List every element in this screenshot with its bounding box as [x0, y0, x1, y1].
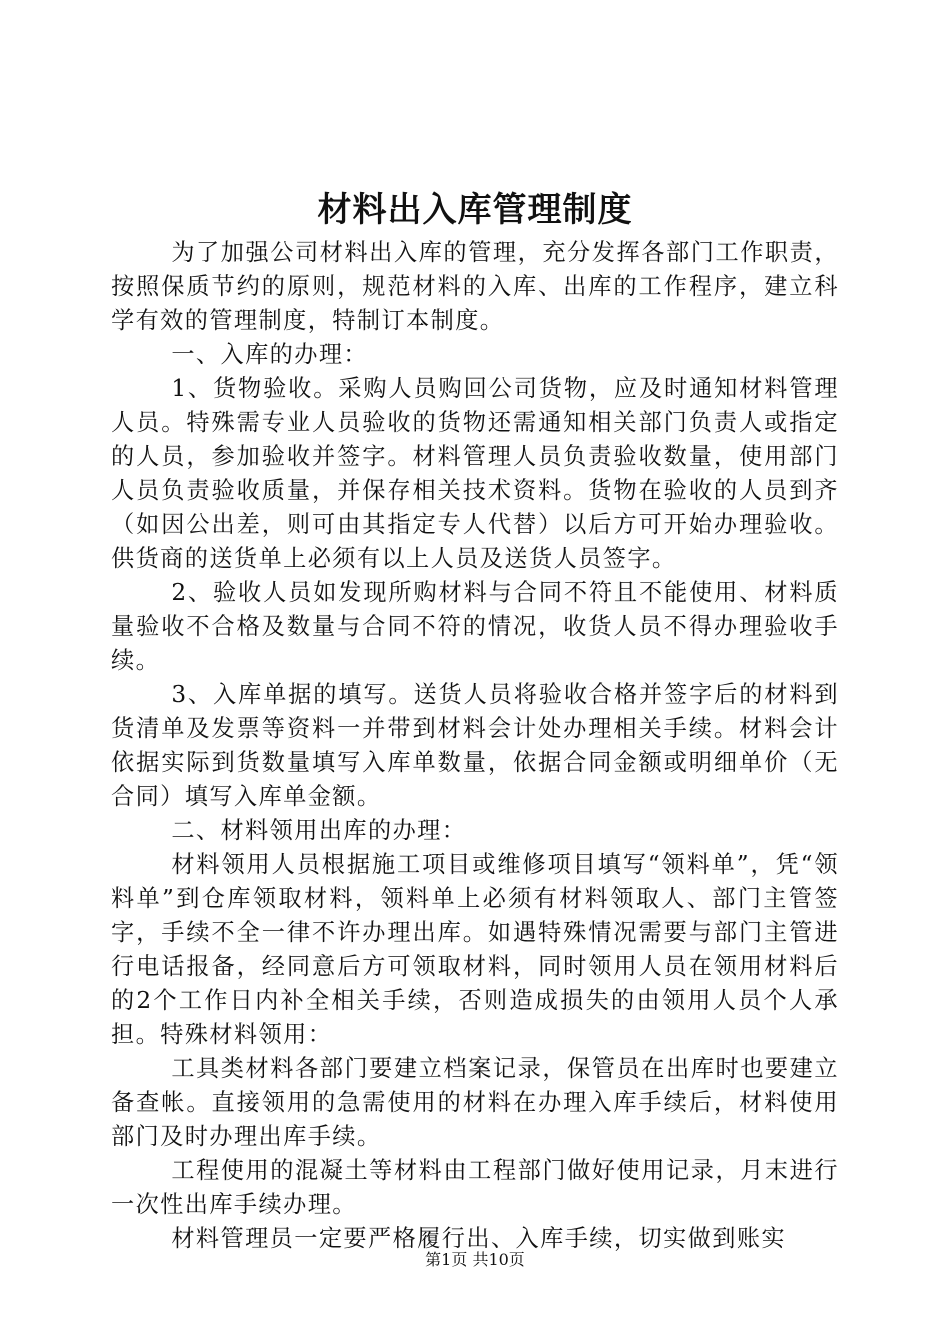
paragraph-receipt-form: 3、入库单据的填写。送货人员将验收合格并签字后的材料到货清单及发票等资料一并带到材料会计处办理相关手续。材料会计依据实际到货数量填写入库单数量，依据合同金额或明细单价（无合同）填写入库单金额。 — [111, 681, 839, 810]
document-body — [111, 236, 839, 1256]
paragraph-concrete-materials: 工程使用的混凝土等材料由工程部门做好使用记录，月末进行一次性出库手续办理。 — [111, 1157, 839, 1218]
paragraph-manager-duty: 材料管理员一定要严格履行出、入库手续，切实做到账实 — [171, 1225, 786, 1252]
section-heading-inbound: 一、入库的办理： — [171, 341, 369, 368]
section-heading-outbound: 二、材料领用出库的办理： — [171, 817, 467, 844]
document-title: 材料出入库管理制度 — [317, 190, 633, 230]
paragraph-intro: 为了加强公司材料出入库的管理，充分发挥各部门工作职责，按照保质节约的原则，规范材料的入库、出库的工作程序，建立科学有效的管理制度，特制订本制度。 — [111, 239, 839, 334]
paragraph-inspection-mismatch: 2、验收人员如发现所购材料与合同不符且不能使用、材料质量验收不合格及数量与合同不符的情况，收货人员不得办理验收手续。 — [111, 579, 839, 674]
paragraph-material-requisition: 材料领用人员根据施工项目或维修项目填写“领料单”，凭“领料单”到仓库领取材料，领料单上必须有材料领取人、部门主管签字，手续不全一律不许办理出库。如遇特殊情况需要与部门主管进行电话报备，经同意后方可领取材料，同时领用人员在领用材料后的2个工作日内补全相关手续，否则造成损失的由领用人员个人承担。特殊材料领用： — [111, 851, 839, 1048]
paragraph-tool-materials: 工具类材料各部门要建立档案记录，保管员在出库时也要建立备查帐。直接领用的急需使用的材料在办理入库手续后，材料使用部门及时办理出库手续。 — [111, 1055, 839, 1150]
paragraph-goods-inspection: 1、货物验收。采购人员购回公司货物，应及时通知材料管理人员。特殊需专业人员验收的货物还需通知相关部门负责人或指定的人员，参加验收并签字。材料管理人员负责验收数量，使用部门人员负责验收质量，并保存相关技术资料。货物在验收的人员到齐（如因公出差，则可由其指定专人代替）以后方可开始办理验收。供货商的送货单上必须有以上人员及送货人员签字。 — [111, 375, 839, 572]
page-footer: 第1页 共10页 — [425, 1250, 525, 1269]
